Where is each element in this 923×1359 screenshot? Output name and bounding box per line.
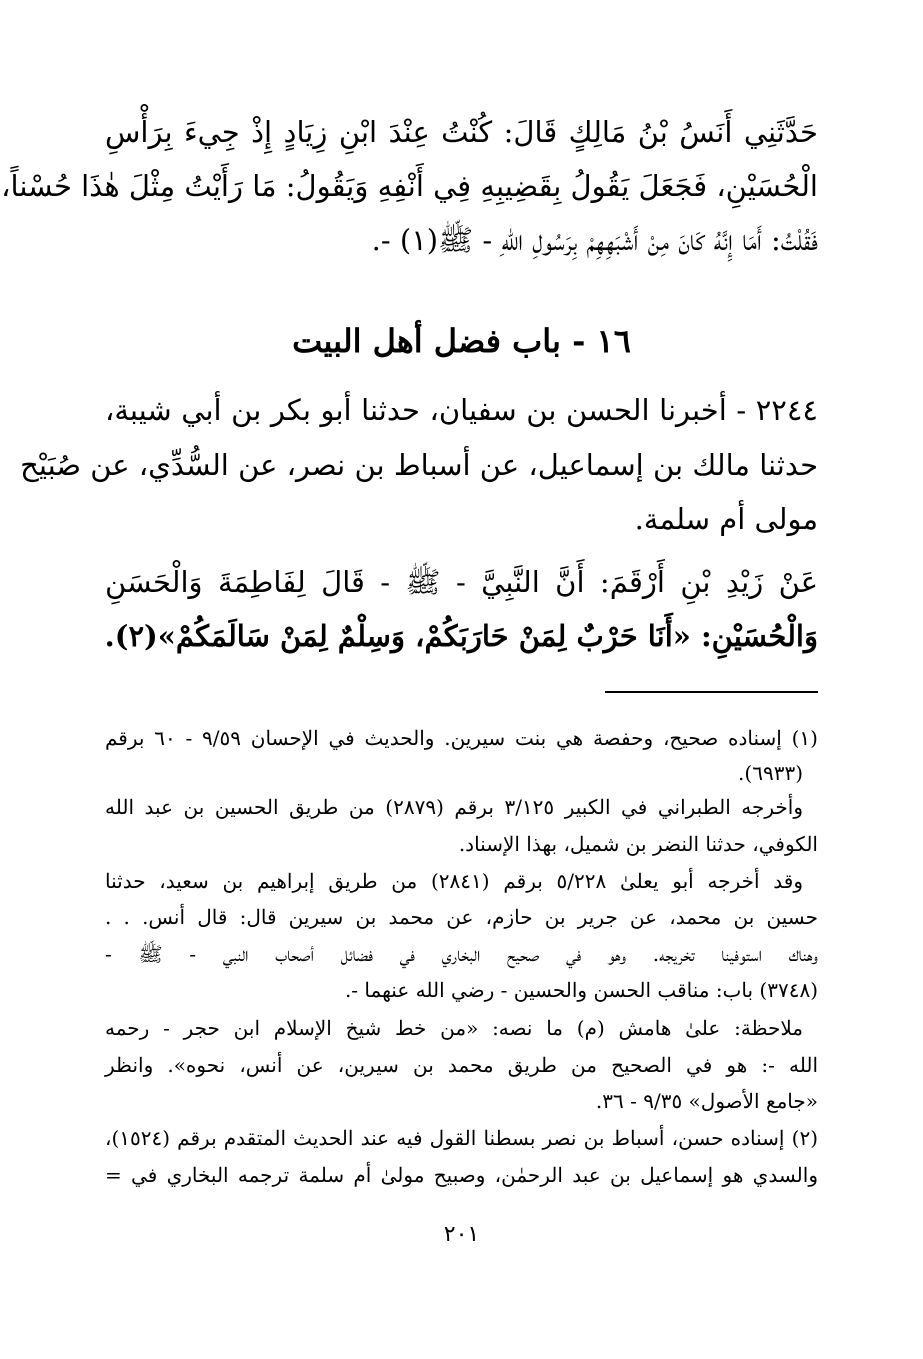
chapter-heading: ١٦ - باب فضل أهل البيت bbox=[292, 322, 631, 360]
footnote-line: (١) إسناده صحيح، وحفصة هي بنت سيرين. والحديث في الإحسان ٩/٥٩ - ٦٠ برقم bbox=[105, 726, 818, 750]
footnote-line: والسدي هو إسماعيل بن عبد الرحمٰن، وصبيح مولىٰ أم سلمة ترجمه البخاري في = bbox=[105, 1163, 818, 1187]
footnote-line: الكوفي، حدثنا النضر بن شميل، بهذا الإسناد. bbox=[458, 832, 818, 856]
matn-line: وَالْحُسَيْنِ: «أَنَا حَرْبٌ لِمَنْ حَارَبَكُمْ، وَسِلْمٌ لِمَنْ سَالَمَكُمْ»(٢). bbox=[104, 619, 818, 653]
footnote-line: (٣٧٤٨) باب: مناقب الحسن والحسين - رضي الله عنهما -. bbox=[344, 978, 818, 1002]
footnote-line: وقد أخرجه أبو يعلىٰ ٥/٢٢٨ برقم (٢٨٤١) من طريق إبراهيم بن سعيد، حدثنا bbox=[105, 869, 803, 893]
page-number: ٢٠١ bbox=[443, 1222, 480, 1247]
hadith-text-line: الْحُسَيْنِ، فَجَعَلَ يَقُولُ بِقَضِيبِهِ فِي أَنْفِهِ وَيَقُولُ: مَا رَأَيْتُ مِثْلَ هٰذَا حُسْناً، bbox=[1, 169, 818, 203]
footnote-line: وأخرجه الطبراني في الكبير ٣/١٢٥ برقم (٢٨٧٩) من طريق الحسين بن عبد الله bbox=[105, 795, 803, 819]
isnad-line: ٢٢٤٤ - أخبرنا الحسن بن سفيان، حدثنا أبو بكر بن أبي شيبة، bbox=[105, 393, 818, 427]
hadith-text-line: حَدَّثَنِي أَنَسُ بْنُ مَالِكٍ قَالَ: كُنْتُ عِنْدَ ابْنِ زِيَادٍ إِذْ جِيءَ بِرَأْسِ bbox=[105, 115, 818, 149]
matn-line: عَنْ زَيْدِ بْنِ أَرْقَمَ: أَنَّ النَّبِيَّ - ﷺ - قَالَ لِفَاطِمَةَ وَالْحَسَنِ bbox=[105, 565, 818, 599]
footnote-line: (٦٩٣٣). bbox=[738, 761, 803, 785]
footnote-line: حسين بن محمد، عن جرير بن حازم، عن محمد بن سيرين قال: قال أنس. . . bbox=[105, 905, 818, 929]
footnote-line: (٢) إسناده حسن، أسباط بن نصر بسطنا القول فيه عند الحديث المتقدم برقم (١٥٢٤)، bbox=[105, 1126, 818, 1150]
isnad-line: حدثنا مالك بن إسماعيل، عن أسباط بن نصر، عن السُّدِّي، عن صُبَيْح bbox=[20, 448, 818, 482]
footnote-line: ملاحظة: علىٰ هامش (م) ما نصه: «من خط شيخ الإسلام ابن حجر - رحمه bbox=[105, 1016, 803, 1040]
hadith-text-line: فَقُلْتُ: أَمَا إِنَّهُ كَانَ مِنْ أَشْبَهِهِمْ بِرَسُولِ اللهِ - ﷺ(١) -. bbox=[371, 223, 818, 257]
footnote-line: الله -: هو في الصحيح من طريق محمد بن سيرين، عن أنس، نحوه». وانظر bbox=[105, 1053, 818, 1077]
footnote-line: «جامع الأصول» ٩/٣٥ - ٣٦. bbox=[595, 1089, 818, 1113]
isnad-line: مولى أم سلمة. bbox=[634, 502, 818, 536]
footnote-line: وهناك استوفينا تخريجه. وهو في صحيح البخاري في فضائل أصحاب النبي - ﷺ - bbox=[105, 942, 818, 966]
footnote-divider bbox=[605, 691, 818, 693]
